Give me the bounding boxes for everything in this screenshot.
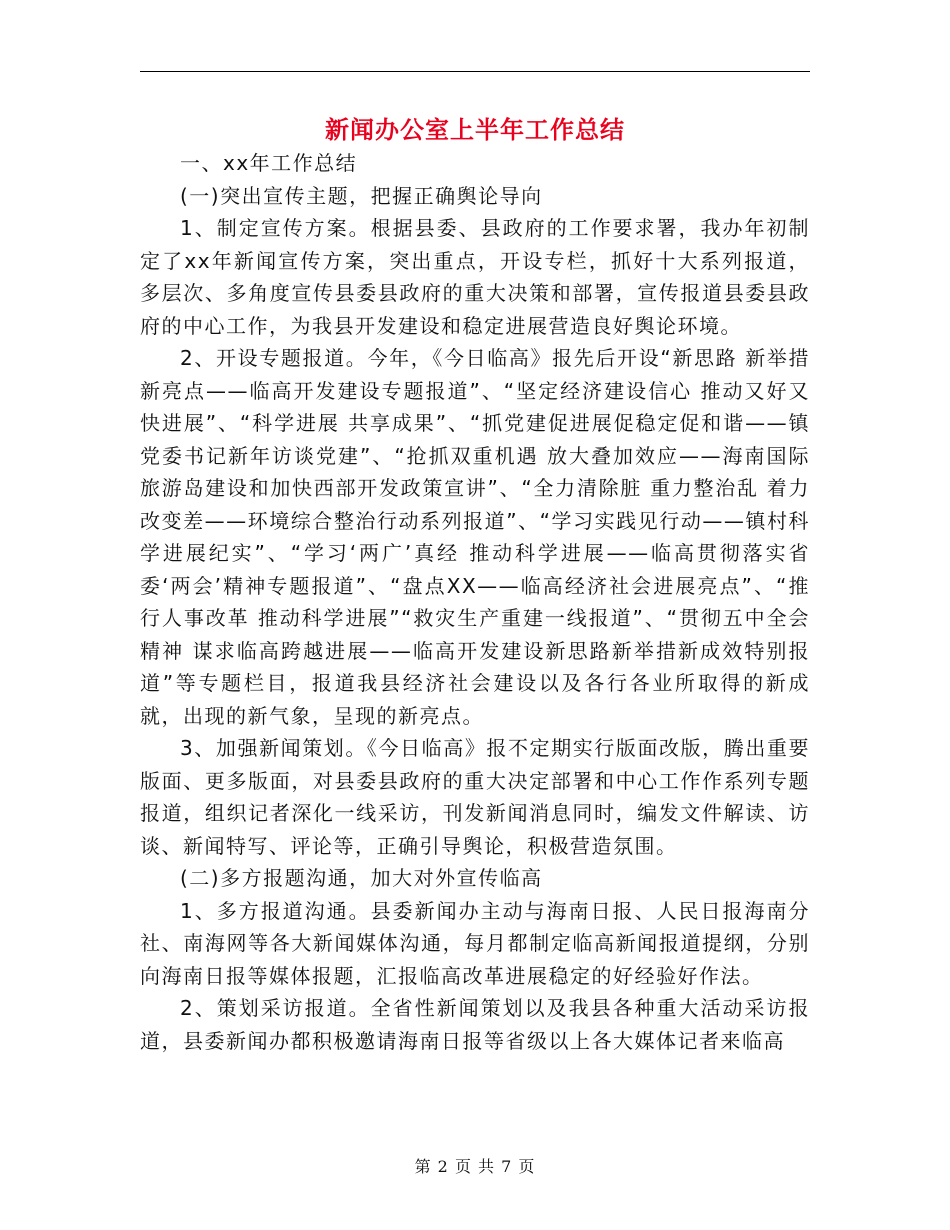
paragraph: 2、策划采访报道。全省性新闻策划以及我县各种重大活动采访报道，县委新闻办都积极邀请海南日报等省级以上各大媒体记者来临高: [140, 996, 810, 1053]
paragraph: 2、开设专题报道。今年，《今日临高》报先后开设“新思路 新举措 新亮点——临高开发建设专题报道”、“坚定经济建设信心 推动又好又快进展”、“科学进展 共享成果”、“抓党建促进展促稳定促和谐——镇党委书记新年访谈党建”、“抢抓双重机遇 放大叠加效应——海南国际旅游岛建设和加快西部开发政策宣讲”、“全力清除脏 重力整治乱 着力改变差——环境综合整治行动系列报道”、“学习实践见行动——镇村科学进展纪实”、“学习‘两广’真经 推动科学进展——临高贯彻落实省委‘两会’精神专题报道”、“盘点XX——临高经济社会进展亮点”、“推行人事改革 推动科学进展”“救灾生产重建一线报道”、“贯彻五中全会精神 谋求临高跨越进展——临高开发建设新思路新举措新成效特别报道”等专题栏目，报道我县经济社会建设以及各行各业所取得的新成就，出现的新气象，呈现的新亮点。: [140, 346, 810, 728]
paragraph: 3、加强新闻策划。《今日临高》报不定期实行版面改版，腾出重要版面、更多版面，对县委县政府的重大决定部署和中心工作作系列专题报道，组织记者深化一线采访，刊发新闻消息同时，编发文件解读、访谈、新闻特写、评论等，正确引导舆论，积极营造氛围。: [140, 736, 810, 858]
document-body: [140, 147, 810, 1057]
header-rule: [140, 71, 810, 72]
subsection-heading: (二)多方报题沟通，加大对外宣传临高: [180, 866, 543, 890]
section-heading: 一、xx年工作总结: [180, 151, 358, 175]
subsection-heading: (一)突出宣传主题，把握正确舆论导向: [180, 183, 543, 208]
paragraph: 1、制定宣传方案。根据县委、县政府的工作要求署，我办年初制定了xx年新闻宣传方案，突出重点，开设专栏，抓好十大系列报道，多层次、多角度宣传县委县政府的重大决策和部署，宣传报道县委县政府的中心工作，为我县开发建设和稳定进展营造良好舆论环境。: [140, 216, 810, 338]
document-title: 新闻办公室上半年工作总结: [325, 116, 625, 144]
page-number: 第 2 页 共 7 页: [414, 1157, 536, 1176]
paragraph: 1、多方报道沟通。县委新闻办主动与海南日报、人民日报海南分社、南海网等各大新闻媒体沟通，每月都制定临高新闻报道提纲，分别向海南日报等媒体报题，汇报临高改革进展稳定的好经验好作法。: [140, 898, 810, 988]
